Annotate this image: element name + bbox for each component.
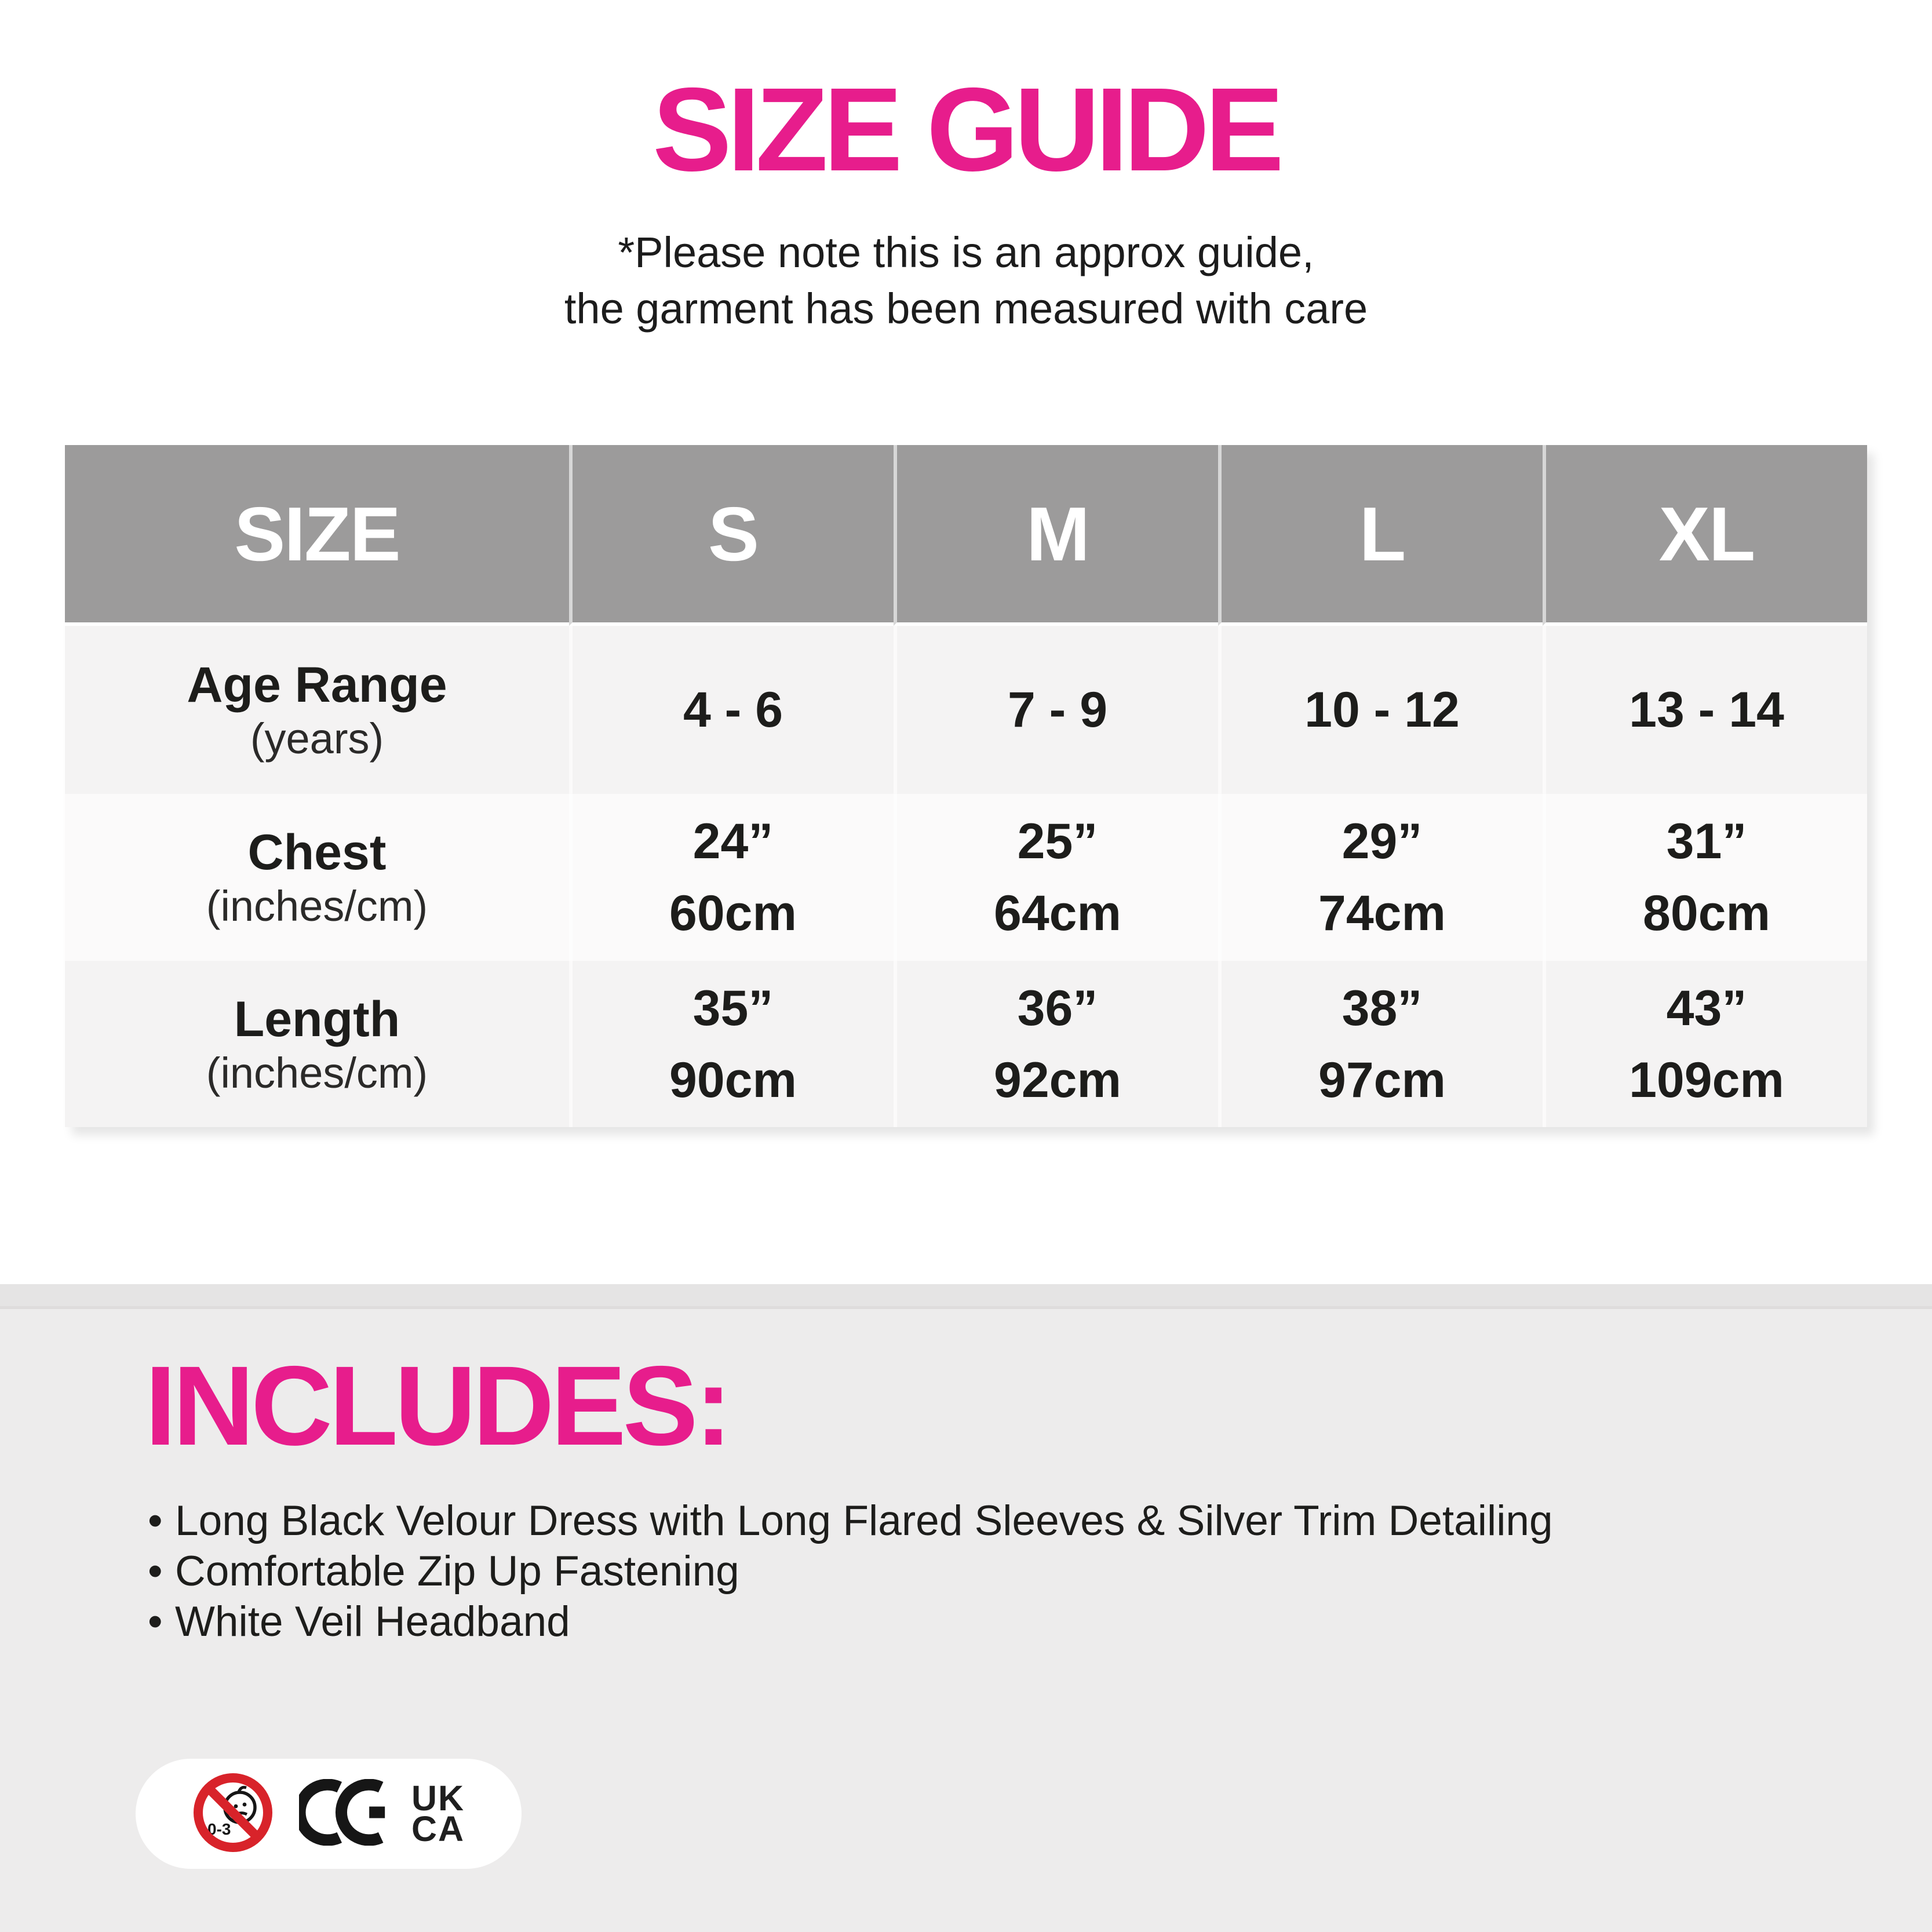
ce-mark-icon (299, 1779, 386, 1849)
value-cell-chest-l (1218, 794, 1543, 961)
row-label-age-range (65, 626, 569, 794)
value-text: 7 - 9 (1007, 682, 1108, 738)
value-text: 36” (1017, 980, 1098, 1036)
value-text: 109cm (1629, 1052, 1784, 1108)
value-text: 4 - 6 (683, 682, 783, 738)
value-text: 90cm (669, 1052, 797, 1108)
page-title: SIZE GUIDE (652, 63, 1280, 196)
age-warning-icon (192, 1772, 274, 1856)
list-item: • Long Black Velour Dress with Long Flared Sleeves & Silver Trim Detailing (148, 1496, 1788, 1546)
header-cell-l: L (1218, 445, 1543, 626)
row-label-text: Length (234, 991, 400, 1047)
value-cell-length-xl (1543, 961, 1867, 1127)
value-text: 31” (1666, 814, 1747, 869)
row-label-text: Chest (247, 825, 387, 880)
svg-text:0-3: 0-3 (207, 1820, 231, 1838)
row-label-text: Age Range (187, 657, 447, 713)
value-text: 29” (1342, 814, 1423, 869)
value-cell-chest-s (569, 794, 894, 961)
row-label-length (65, 961, 569, 1127)
header-cell-xl: XL (1543, 445, 1867, 626)
header-cell-s: S (569, 445, 894, 626)
value-cell-age-l (1218, 626, 1543, 794)
value-text: 24” (692, 814, 774, 869)
header-cell-m: M (894, 445, 1218, 626)
subtitle (0, 224, 1932, 337)
includes-list (148, 1496, 1788, 1647)
subtitle-line-2: the garment has been measured with care (564, 285, 1368, 333)
value-text: 13 - 14 (1629, 682, 1784, 738)
value-cell-length-s (569, 961, 894, 1127)
value-cell-age-s (569, 626, 894, 794)
row-sublabel-text: (inches/cm) (206, 882, 428, 930)
value-text: 92cm (994, 1052, 1121, 1108)
size-table (65, 445, 1867, 1127)
bottom-section-top-strip (0, 1284, 1932, 1309)
value-cell-age-xl (1543, 626, 1867, 794)
value-text: 60cm (669, 885, 797, 941)
value-text: 64cm (994, 885, 1121, 941)
includes-heading: INCLUDES: (145, 1343, 729, 1469)
row-label-chest (65, 794, 569, 961)
value-text: 10 - 12 (1304, 682, 1460, 738)
value-cell-chest-m (894, 794, 1218, 961)
value-cell-length-m (894, 961, 1218, 1127)
value-cell-age-m (894, 626, 1218, 794)
value-text: 38” (1342, 980, 1423, 1036)
value-text: 74cm (1318, 885, 1446, 941)
list-item: • Comfortable Zip Up Fastening (148, 1546, 1788, 1596)
value-text: 97cm (1318, 1052, 1446, 1108)
value-text: 43” (1666, 980, 1747, 1036)
row-sublabel-text: (years) (250, 715, 384, 763)
subtitle-line-1: *Please note this is an approx guide, (618, 228, 1314, 276)
certification-badges-pill (136, 1759, 522, 1869)
ukca-line-uk: UK (411, 1778, 465, 1818)
ukca-line-ca: CA (411, 1809, 465, 1849)
list-item: • White Veil Headband (148, 1596, 1788, 1647)
value-cell-length-l (1218, 961, 1543, 1127)
value-cell-chest-xl (1543, 794, 1867, 961)
value-text: 35” (692, 980, 774, 1036)
value-text: 80cm (1643, 885, 1770, 941)
value-text: 25” (1017, 814, 1098, 869)
row-sublabel-text: (inches/cm) (206, 1048, 428, 1097)
ukca-mark-icon (411, 1778, 465, 1849)
header-cell-size: SIZE (65, 445, 569, 626)
